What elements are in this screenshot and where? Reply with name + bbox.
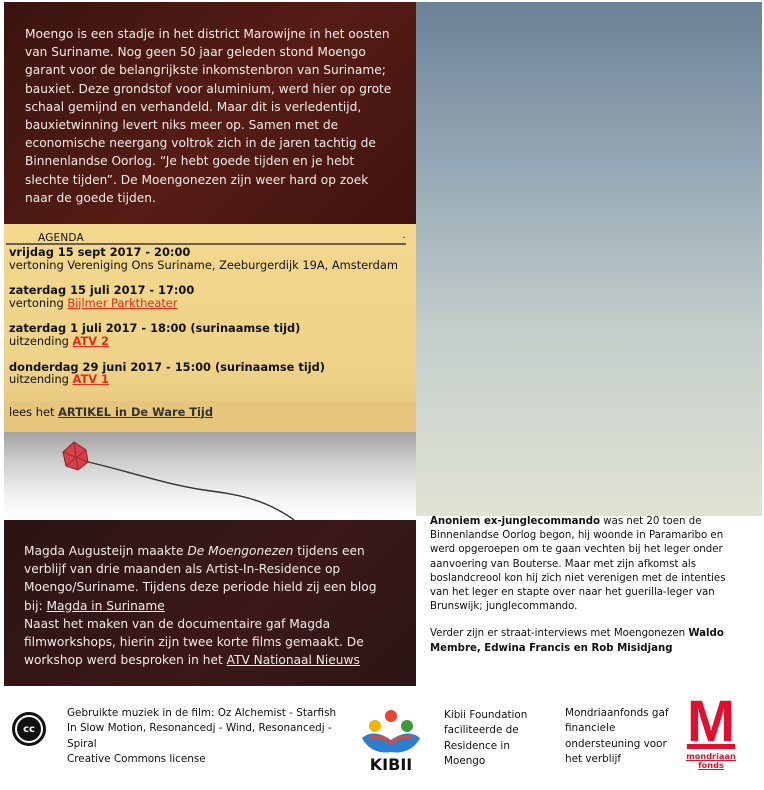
- sky-photo: [416, 2, 762, 516]
- article-link[interactable]: ARTIKEL in De Ware Tijd: [58, 405, 213, 419]
- event-date: donderdag 29 juni 2017 - 15:00 (surinaamse tijd): [9, 359, 325, 374]
- mondriaan-logo[interactable]: M mondriaan fonds: [686, 689, 736, 770]
- event-desc: uitzending: [9, 333, 73, 348]
- atv1-link[interactable]: ATV 1: [72, 372, 109, 387]
- agenda-event: [4, 322, 416, 347]
- credits-footer: [0, 689, 764, 790]
- music-credits: Gebruikte muziek in de film: Oz Alchemist - Starfish In Slow Motion, Resonancedj - Wind, Resonancedj - Spiral Creative Commons license: [67, 707, 337, 765]
- event-date: vrijdag 15 sept 2017 - 20:00: [9, 245, 191, 259]
- agenda-event: [4, 284, 416, 309]
- kibii-credit: Kibii Foundation faciliteerde de Residence in Moengo: [444, 709, 528, 767]
- agenda-panel: [4, 224, 416, 432]
- blog-link[interactable]: Magda in Suriname: [46, 598, 165, 613]
- event-desc: vertoning Vereniging Ons Suriname, Zeeburgerdijk 19A, Amsterdam: [9, 257, 398, 272]
- event-desc: uitzending: [9, 372, 73, 387]
- intro-panel: [4, 2, 416, 224]
- kibii-logo: [356, 708, 426, 772]
- atv-news-link[interactable]: ATV Nationaal Nieuws: [226, 653, 360, 668]
- agenda-event: [4, 361, 416, 386]
- kite-icon: [4, 432, 416, 520]
- atv2-link[interactable]: ATV 2: [72, 333, 109, 348]
- mondriaan-credit: Mondriaanfonds gaf financiele ondersteuning voor het verblijf: [565, 707, 669, 765]
- bijlmer-parktheater-link[interactable]: Bijlmer Parktheater: [67, 295, 178, 310]
- magda-text: Magda Augusteijn maakte De Moengonezen tijdens een verblijf van drie maanden als Artist-In-Residence op Moengo/Suriname. Tijdens deze periode hield zij een blog bij: Magda in Suriname Naast het maken van de documentaire gaf Magda filmworkshops, hierin zijn twee korte films gemaakt. De workshop werd besproken in het ATV Nationaal Nieuws: [24, 544, 377, 668]
- event-date: zaterdag 15 juli 2017 - 17:00: [9, 283, 195, 298]
- event-date: zaterdag 1 juli 2017 - 18:00 (surinaamse tijd): [9, 321, 301, 336]
- magda-panel: [4, 520, 416, 686]
- article-row: lees het ARTIKEL in De Ware Tijd: [4, 401, 416, 432]
- interviewees-text: Anoniem ex-junglecommando was net 20 toen de Binnenlandse Oorlog begon, hij woonde in Paramaribo en werd opgeroepen om te gaan vechten bij het leger onder aanvoering van Bouterse. Maar met zijn afkomst als boslandcreool kon hij zich niet verenigen met de intenties van het leger en stapte over naar het guerilla-leger van Brunswijk; junglecommando. Verder zijn er straat-interviews met Moengonezen Waldo Membre, Edwina Francis en Rob Misidjang: [430, 516, 726, 654]
- agenda-event: [4, 246, 416, 271]
- agenda-heading: AGENDA .: [4, 224, 416, 246]
- event-desc: vertoning: [9, 295, 68, 310]
- creative-commons-icon: cc: [12, 712, 46, 746]
- kite-photo: [4, 432, 416, 520]
- svg-text:KIBII: KIBII: [369, 755, 413, 772]
- intro-text: Moengo is een stadje in het district Marowijne in het oosten van Suriname. Nog geen 50 jaar geleden stond Moengo garant voor de belangrijkste inkomstenbron van Suriname; bauxiet. Deze grondstof voor aluminium, werd hier op grote schaal gemijnd en verhandeld. Maar dit is verledentijd, bauxietwinning levert niks meer op. Samen met de economische neergang voltrok zich in de jaren tachtig de Binnenlandse Oorlog. “Je hebt goede tijden en je hebt slechte tijden”. De Moengonezen zijn weer hard op zoek naar de goede tijden.: [25, 27, 392, 205]
